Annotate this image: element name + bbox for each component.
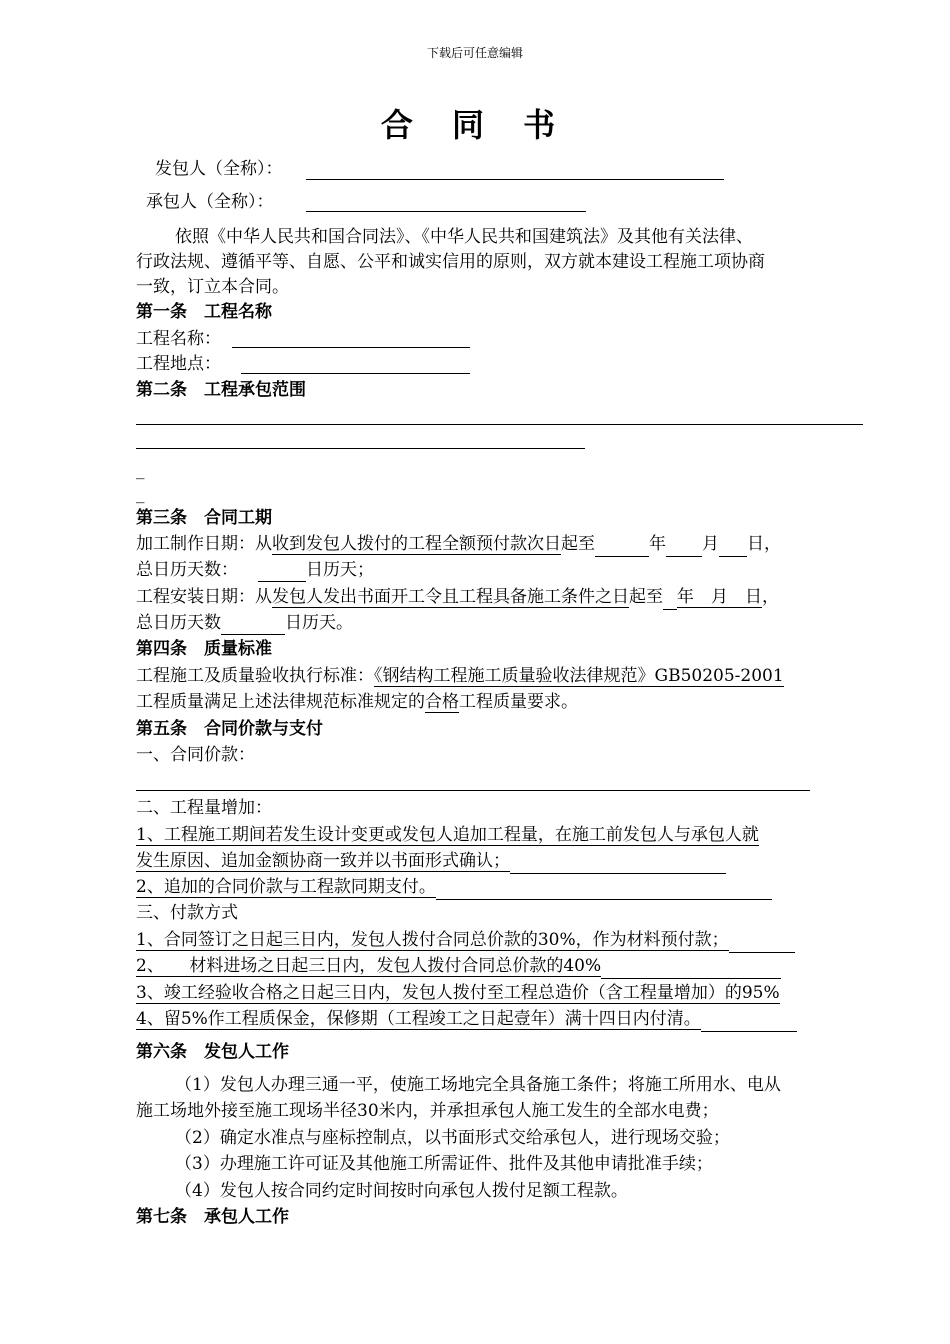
- party-b-label: 承包人（全称）：: [146, 192, 274, 212]
- quality-requirement-pre: 工程质量满足上述法律规范标准规定的: [136, 692, 425, 712]
- payment-4-fill: [701, 1013, 797, 1032]
- quality-requirement-end: 工程质量要求。: [459, 692, 578, 712]
- article-4-title: 第四条 质量标准: [136, 639, 272, 659]
- payment-item-3-text: 3、竣工经验收合格之日起三日内，发包人拨付至工程总造价（含工程量增加）的95%: [136, 983, 780, 1003]
- quality-standard-label: 工程施工及质量验收执行标准：: [136, 666, 374, 686]
- install-days-label: 总日历天数: [136, 613, 221, 633]
- project-name-label: 工程名称：: [136, 329, 221, 349]
- article-1-title: 第一条 工程名称: [136, 302, 272, 322]
- install-end: ，: [762, 587, 779, 607]
- increase-1b-fill: [510, 855, 726, 874]
- article-3-title: 第三条 合同工期: [136, 508, 272, 528]
- payment-item-3: [136, 981, 780, 1005]
- install-prefix: 工程安装日期：从: [136, 587, 272, 607]
- install-date-blank[interactable]: 年 月 日: [677, 587, 762, 607]
- quantity-increase-label: 二、工程量增加：: [136, 798, 272, 818]
- payment-item-1: [136, 928, 795, 953]
- fabrication-days-blank[interactable]: [258, 563, 306, 582]
- intro-line-3: 一致，订立本合同。: [136, 277, 289, 297]
- payment-item-1-text: 1、合同签订之日起三日内，发包人拨付合同总价款的30%，作为材料预付款；: [136, 930, 729, 950]
- install-start-condition: 发包人发出书面开工令且工程具备施工条件之日: [272, 587, 629, 607]
- increase-item-1b: [136, 849, 726, 874]
- intro-line-2: 行政法规、遵循平等、自愿、公平和诚实信用的原则，双方就本建设工程施工项协商: [136, 252, 765, 272]
- scope-blank-1[interactable]: [136, 424, 863, 425]
- fabrication-days-line: [136, 558, 374, 582]
- party-a-label: 发包人（全称）：: [155, 159, 283, 179]
- fabrication-start-condition: 收到发包人拨付的工程全额预付款次日: [272, 534, 561, 554]
- fabrication-month-blank[interactable]: [666, 538, 702, 557]
- install-days-line: [136, 611, 353, 635]
- year-label: 年: [649, 534, 666, 554]
- fabrication-year-blank[interactable]: [595, 538, 649, 557]
- increase-item-2: [136, 875, 772, 900]
- day-label: 日，: [747, 534, 781, 554]
- quality-standard-line: [136, 664, 784, 688]
- contract-price-blank[interactable]: [136, 790, 810, 791]
- increase-item-1a-text: 1、工程施工期间若发生设计变更或发包人追加工程量，在施工前发包人与承包人就: [136, 825, 759, 845]
- article-5-title: 第五条 合同价款与支付: [136, 719, 323, 739]
- scope-dash-2: _: [136, 484, 145, 504]
- payment-1-fill: [729, 934, 795, 953]
- payment-item-2: [136, 954, 781, 979]
- intro-line-1: 依照《中华人民共和国合同法》、《中华人民共和国建筑法》及其他有关法律、: [175, 227, 753, 247]
- payment-method-label: 三、付款方式: [136, 903, 238, 923]
- payment-item-2-text: 2、 材料进场之日起三日内，发包人拨付合同总价款的40%: [136, 956, 602, 976]
- increase-item-1a: [136, 823, 759, 847]
- article-2-title: 第二条 工程承包范围: [136, 380, 306, 400]
- document-title: 合 同 书: [380, 106, 570, 144]
- article-7-title: 第七条 承包人工作: [136, 1207, 289, 1227]
- install-days-blank[interactable]: [221, 616, 285, 635]
- fabrication-prefix: 加工制作日期：从: [136, 534, 272, 554]
- employer-duty-1b: 施工场地外接至施工现场半径30米内，并承担承包人施工发生的全部水电费；: [136, 1101, 719, 1121]
- increase-item-2-text: 2、追加的合同价款与工程款同期支付。: [136, 877, 436, 897]
- total-days-label: 总日历天数：: [136, 560, 238, 580]
- month-label: 月: [702, 534, 719, 554]
- employer-duty-4: （4）发包人按合同约定时间按时向承包人拨付足额工程款。: [175, 1181, 628, 1201]
- party-b-blank[interactable]: [306, 211, 586, 212]
- install-days-unit: 日历天。: [285, 613, 353, 633]
- payment-item-4-text: 4、留5%作工程质保金，保修期（工程竣工之日起壹年）满十四日内付清。: [136, 1009, 701, 1029]
- increase-2-fill: [436, 881, 772, 900]
- employer-duty-2: （2）确定水准点与座标控制点，以书面形式交给承包人，进行现场交验；: [175, 1128, 730, 1148]
- payment-item-4: [136, 1007, 797, 1032]
- employer-duty-1a: （1）发包人办理三通一平，使施工场地完全具备施工条件；将施工所用水、电从: [175, 1075, 781, 1095]
- employer-duty-3: （3）办理施工许可证及其他施工所需证件、批件及其他申请批准手续；: [175, 1154, 713, 1174]
- project-name-blank[interactable]: [232, 347, 470, 348]
- days-unit: 日历天；: [306, 560, 374, 580]
- party-a-blank[interactable]: [306, 179, 724, 180]
- quality-requirement-line: [136, 690, 578, 714]
- quality-standard-value: 《钢结构工程施工质量验收法律规范》GB50205-2001: [374, 666, 784, 686]
- fabrication-mid: 起至: [561, 534, 595, 554]
- fabrication-date-line: [136, 532, 781, 557]
- quality-grade: 合格: [425, 692, 459, 712]
- page-header: 下载后可任意编辑: [426, 46, 523, 60]
- fabrication-day-blank[interactable]: [719, 538, 747, 557]
- project-site-blank[interactable]: [241, 373, 470, 374]
- contract-price-label: 一、合同价款：: [136, 745, 255, 765]
- payment-2-fill: [601, 960, 781, 979]
- article-6-title: 第六条 发包人工作: [136, 1042, 289, 1062]
- scope-dash-1: _: [136, 460, 145, 480]
- install-mid: 起至: [629, 587, 663, 607]
- project-site-label: 工程地点：: [136, 354, 221, 374]
- scope-blank-2[interactable]: [136, 448, 585, 449]
- install-date-line: [136, 585, 779, 610]
- increase-item-1b-text: 发生原因、追加金额协商一致并以书面形式确认；: [136, 851, 510, 871]
